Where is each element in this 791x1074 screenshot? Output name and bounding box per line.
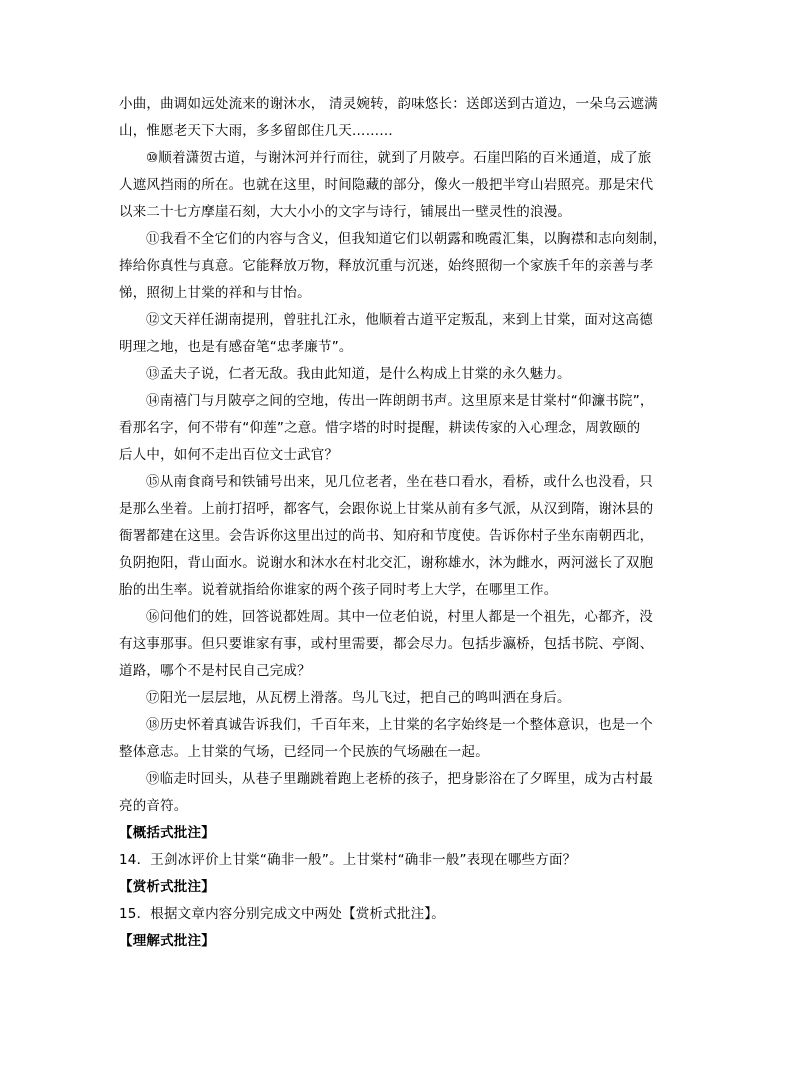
text-line: ⑯问他们的姓，回答说都姓周。其中一位老伯说，村里人都是一个祖先，心都齐，没	[146, 609, 653, 625]
paragraph-19	[119, 766, 671, 820]
paragraph-16	[119, 604, 671, 685]
paragraph-11	[119, 226, 671, 307]
text-line: ⑭南禧门与月陂亭之间的空地，传出一阵朗朗书声。这里原来是甘棠村“仰濂书院”，	[146, 393, 654, 409]
text-line: 看那名字，何不带有“仰莲”之意。惜字塔的时时提醒，耕读传家的入心理念，周敦颐的	[119, 420, 641, 436]
section-heading-appreciation: 【赏析式批注】	[119, 879, 215, 895]
text-line: ⑬孟夫子说，仁者无敌。我由此知道，是什么构成上甘棠的永久魅力。	[146, 366, 571, 382]
text-line: ⑩顺着潇贺古道，与谢沐河并行而往，就到了月陂亭。石崖凹陷的百米通道，成了旅	[146, 150, 652, 166]
text-line: 小曲，曲调如远处流来的谢沐水， 清灵婉转，韵味悠长：送郎送到古道边，一朵乌云遮满	[119, 96, 658, 112]
text-line: 负阴抱阳，背山面水。说谢水和沐水在村北交汇，谢称雄水，沐为雌水，两河滋长了双胞	[119, 555, 654, 571]
text-line: 人遮风挡雨的所在。也就在这里，时间隐藏的部分，像火一般把半穹山岩照亮。那是宋代	[119, 177, 654, 193]
text-line: 整体意志。上甘棠的气场，已经同一个民族的气场融在一起。	[119, 744, 489, 760]
paragraph-1	[119, 91, 671, 145]
text-line: 胎的出生率。说着就指给你谁家的两个孩子同时考上大学，在哪里工作。	[119, 582, 558, 598]
paragraph-15	[119, 469, 671, 604]
text-line: ⑪我看不全它们的内容与含义，但我知道它们以朝露和晚霞汇集，以胸襟和志向刻制，	[146, 231, 667, 247]
section-heading-understanding: 【理解式批注】	[119, 933, 215, 949]
text-line: 以来二十七方摩崖石刻，大大小小的文字与诗行，铺展出一壁灵性的浪漫。	[119, 204, 572, 220]
text-line: 捧给你真性与真意。它能释放万物，释放沉重与沉迷，始终照彻一个家族千年的亲善与孝	[119, 258, 654, 274]
text-line: 有这事那事。但只要谁家有事，或村里需要，都会尽力。包括步瀛桥，包括书院、亭阁、	[119, 636, 654, 652]
section-heading-summary: 【概括式批注】	[119, 825, 215, 841]
paragraph-12	[119, 307, 671, 361]
text-line: 亮的音符。	[119, 798, 188, 814]
text-line: 明理之地，也是有感奋笔“忠孝廉节”。	[119, 339, 353, 355]
document-page	[119, 91, 671, 955]
question-14: 14．王剑冰评价上甘棠“确非一般”。上甘棠村“确非一般”表现在哪些方面？	[119, 852, 577, 868]
text-line: 悌，照彻上甘棠的祥和与甘怡。	[119, 285, 311, 301]
questions-section	[119, 820, 671, 955]
text-line: ⑫文天祥任湖南提刑，曾驻扎江永，他顺着古道平定叛乱，来到上甘棠，面对这高德	[146, 312, 653, 328]
text-line: 是那么坐着。上前打招呼，都客气，会跟你说上甘棠从前有多气派，从汉到隋，谢沐县的	[119, 501, 654, 517]
text-line: 山，惟愿老天下大雨，多多留郎住几天………	[119, 123, 393, 139]
text-line: ⑲临走时回头，从巷子里蹦跳着跑上老桥的孩子，把身影浴在了夕晖里，成为古村最	[146, 771, 653, 787]
paragraph-13	[119, 361, 671, 388]
text-line: 衙署都建在这里。会告诉你这里出过的尚书、知府和节度使。告诉你村子坐东南朝西北，	[119, 528, 654, 544]
question-15: 15．根据文章内容分别完成文中两处【赏析式批注】。	[119, 906, 445, 922]
paragraph-17	[119, 685, 671, 712]
text-line: ⑮从南食商号和铁铺号出来，见几位老者，坐在巷口看水，看桥，或什么也没看，只	[146, 474, 653, 490]
paragraph-10	[119, 145, 671, 226]
paragraph-18	[119, 712, 671, 766]
text-line: ⑱历史怀着真诚告诉我们，千百年来，上甘棠的名字始终是一个整体意识，也是一个	[146, 717, 653, 733]
text-line: ⑰阳光一层层地，从瓦楞上滑落。鸟儿飞过，把自己的鸣叫洒在身后。	[146, 690, 571, 706]
text-line: 道路，哪个不是村民自己完成？	[119, 663, 311, 679]
text-line: 后人中，如何不走出百位文士武官？	[119, 447, 339, 463]
paragraph-14	[119, 388, 671, 469]
